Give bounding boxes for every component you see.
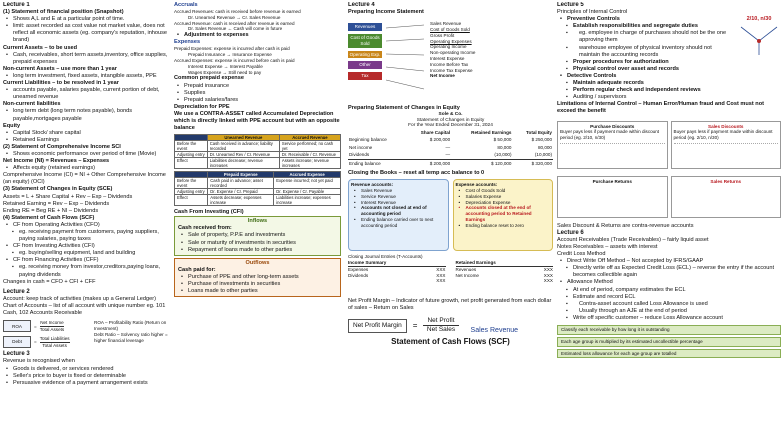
- text-line: Equity: [3, 122, 21, 129]
- list-item: • Cost of Goods Sold: [456, 188, 551, 194]
- list-item: • Sale or maturity of investments in securities: [178, 240, 337, 247]
- text-line: Notes Receivables – assets with interest: [557, 243, 658, 250]
- table-header: Accrued Revenue: [279, 135, 340, 141]
- table-cell: Service performed; no cash yet: [279, 141, 340, 152]
- list-item: • Accounts closed at the end of accounting period to Retained Earnings: [456, 205, 551, 222]
- lecture-5-title: Lecture 5: [557, 2, 584, 8]
- inflows-title: Inflows: [247, 218, 268, 225]
- text-line: • Persuasive evidence of a payment arrangement exists: [3, 380, 170, 387]
- table-row: [348, 136, 553, 143]
- box-text: Buyer pays less if payment made within discount period (eg. 2/10, n/30): [673, 129, 773, 141]
- column-1: [3, 2, 170, 439]
- scf-title: Statement of Cash Flows (SCF): [391, 337, 510, 347]
- debt-label: Debt Ratio – Solvency ratio higher = higher financial leverage: [94, 331, 168, 343]
- table-cell: Assets decrease; expenses increase: [208, 195, 274, 206]
- text-line: Wages Expense → Still need to pay: [188, 69, 262, 75]
- lecture-6-title: Lecture 6: [557, 229, 584, 236]
- column-2: [174, 2, 341, 439]
- ledger-value: XXX: [543, 266, 553, 272]
- t-account-head: Income Summary: [348, 260, 446, 267]
- text-line: • Affects equity (retained earnings): [3, 165, 170, 172]
- internal-control-list: [557, 16, 733, 101]
- text-line: Revenue is recognised when: [3, 358, 75, 365]
- text-line: Non-current Assets – use more than 1 year: [3, 65, 117, 72]
- list-item: • Service Revenue: [351, 194, 446, 200]
- text-line: • CF from Financing Activities (CFF): [3, 257, 170, 264]
- text-line: ▪ Directly write off as Expected Credit Loss (ECL) – reverse the entry if the account becomes collectible again: [557, 265, 781, 279]
- flow-box: Revenues: [348, 23, 382, 31]
- column-3: [348, 2, 553, 439]
- aging-steps: [557, 325, 781, 358]
- list-item: • Detective Controls: [557, 73, 733, 80]
- text-line: ▪ Usually through an AJE at the end of period: [557, 308, 781, 315]
- adjust-title: • Adjustment to expenses: [174, 32, 341, 39]
- text-line: • CF from Investing Activities (CFI): [3, 243, 170, 250]
- table-row: [175, 158, 341, 169]
- text-line: • Seller's price to buyer is fixed or determinable: [3, 373, 170, 380]
- flow-item: Gross Profit: [430, 32, 455, 38]
- text-line: • accounts payable, salaries payable, current portion of debt, unearned revenue: [3, 87, 170, 101]
- closing-head: Revenue accounts:: [351, 182, 394, 188]
- ratio-formulas: ROA = Net Income Total Assets Debt = Total Liabilities Total Assets: [3, 320, 91, 348]
- text-line: Interest Expense → Interest Payable: [188, 63, 263, 69]
- table-cell: Before the event: [175, 178, 208, 189]
- ratio-notes: [94, 320, 170, 348]
- text-line: Changes in cash = CFO + CFI + CFF: [3, 278, 96, 285]
- diagram-label: 2/10, n/30: [746, 16, 772, 23]
- text-line: ▪ Write off specific customer – reduce Loss Allowance account: [557, 315, 781, 322]
- list-item: • Depreciation Expense: [456, 200, 551, 206]
- closing-title: Closing the Books – reset all temp acc balance to 0: [348, 170, 485, 177]
- discount-diagram: [737, 16, 781, 101]
- sce-heading: (3) Statement of Changes in Equity (SCE): [3, 186, 113, 193]
- ledger-label: Dividends: [348, 272, 369, 278]
- text-line: Assets = L + Share Capital + Rev – Exp – Dividends: [3, 193, 133, 200]
- sales-discounts-box: [671, 121, 782, 169]
- debt-numerator: Total Liabilities: [39, 335, 70, 341]
- text-line: • Prepaid insurance: [174, 83, 341, 90]
- ledger-value: XXX: [436, 278, 446, 284]
- text-line: • Goods is delivered, or services rendered: [3, 366, 170, 373]
- box-title: Purchase Discounts: [590, 123, 635, 129]
- text-line: Chart of Accounts – list of all account with unique number eg. 101 Cash, 102 Accounts Receivable: [3, 302, 166, 317]
- flow-item: Operating Income: [430, 44, 467, 50]
- table-row: [175, 189, 341, 195]
- flow-items: [430, 19, 553, 101]
- list-item: • Preventive Controls: [557, 16, 733, 23]
- flow-item: Interest Expense: [430, 55, 465, 61]
- text-line: Accrued Revenues: cash is received before revenue is earned: [174, 9, 301, 15]
- list-item: • Loans made to other parties: [178, 288, 337, 295]
- closing-right-box: [453, 179, 554, 251]
- list-item: • Interest Revenue: [351, 200, 446, 206]
- sce-company: Sole & Co.: [438, 112, 463, 118]
- table-cell: Cash received in advance; liability recorded: [207, 141, 279, 152]
- list-item: • Accounts not closed at end of accounting period: [351, 205, 446, 217]
- revenue-table: [174, 134, 341, 169]
- flow-box: Operating Exp.: [349, 51, 381, 57]
- lecture-1-title: Lecture 1: [3, 2, 30, 8]
- table-row: [175, 141, 341, 152]
- flow-box: Tax: [348, 72, 382, 80]
- aging-step: Estimated loss allowance for each age group are totalled: [557, 349, 781, 359]
- text-line: Ending RE = Beg RE + NI – Dividends: [3, 207, 99, 214]
- list-item: ▪ Establish responsibilities and segregate duties: [557, 23, 733, 30]
- npm-numerator: Net Profit: [423, 317, 458, 326]
- sce-title: Preparing Statement of Changes in Equity: [348, 105, 460, 112]
- lecture-4-title: Lecture 4: [348, 2, 375, 8]
- purchase-returns-box: [557, 176, 668, 218]
- box-title: Sales Returns: [710, 178, 742, 184]
- scf-heading: (4) Statement of Cash Flows (SCF): [3, 214, 95, 221]
- table-header: [348, 129, 406, 136]
- text-line: • CF from Operating Activities (CFO): [3, 222, 170, 229]
- box-title: Purchase Returns: [592, 178, 632, 184]
- table-row: [348, 151, 553, 159]
- text-line: • Cash, receivables, short term assets,inventory, office supplies, prepaid expenses: [3, 52, 170, 66]
- flow-item: Income Tax Expense: [430, 67, 473, 73]
- ledger-value: XXX: [436, 266, 446, 272]
- text-line: ▪ eg. buying/selling equipment, land and building: [3, 250, 170, 257]
- table-cell: 80,000: [537, 144, 552, 150]
- text-line: Accrued Expenses: expense is incurred before cash is paid: [174, 58, 295, 64]
- text-line: Account: keep track of activities (makes up a General Ledger): [3, 295, 156, 302]
- table-header: Accrued Expense: [274, 172, 341, 178]
- text-line: Non-current liabilities: [3, 101, 61, 108]
- table-cell: Liabilities decrease; revenue increases: [207, 158, 279, 169]
- expense-table: [174, 171, 341, 206]
- list-item: ▪ Maintain adequate records: [557, 80, 733, 87]
- inflows-box: [174, 216, 341, 255]
- text-line: Retained Earning = Rev – Exp – Dividends: [3, 200, 110, 207]
- flow-arrows: [386, 19, 426, 101]
- table-row: [348, 144, 553, 151]
- table-cell: Adjusting entry: [175, 152, 208, 158]
- list-item: • Ending balance reset to zero: [456, 223, 551, 229]
- sales-returns-box: [671, 176, 782, 218]
- text-line: • Shows economic performance over period of time (Movie): [3, 151, 170, 158]
- text-line: • Shows A,L and E at a particular point of time.: [3, 16, 170, 23]
- list-item: • Repayment of loans made to other parties: [178, 247, 337, 254]
- text-line: • Supplies: [174, 90, 341, 97]
- sce-period: For the Year Ended December 31, 2024: [408, 123, 493, 129]
- list-item: ▪ warehouse employee of physical inventory should not maintain the accounting records: [557, 45, 733, 59]
- aging-step: Classify each receivable by how long it is outstanding: [557, 325, 781, 335]
- text-line: ▪ Contra-asset account called Loss Allowance is used: [557, 301, 781, 308]
- ledger-value: XXX: [436, 272, 446, 278]
- table-row: [348, 159, 553, 167]
- text-line: Net Income (NI) = Revenues – Expenses: [3, 158, 110, 165]
- table-header: Total Equity: [526, 130, 552, 136]
- box-title: Sales Discounts: [708, 123, 744, 129]
- npm-right-label: Sales Revenue: [470, 327, 519, 335]
- table-cell: Dr. Unearned Rev / Cr. Revenue: [207, 152, 279, 158]
- list-item: ▪ Proper procedures for authorization: [557, 59, 733, 66]
- closing-left-box: [348, 179, 449, 251]
- debt-denominator: Total Assets: [42, 342, 67, 348]
- list-item: • Purchase of PPE and other long-term assets: [178, 274, 337, 281]
- table-cell: 80,000: [497, 144, 512, 150]
- discount-grid: [557, 119, 781, 220]
- list-item: • Sales Revenue: [351, 188, 446, 194]
- list-item: ▪ Auditing / supervisors: [557, 94, 733, 101]
- expenses-title: Expenses: [174, 39, 201, 46]
- table-cell: Effect: [175, 158, 208, 169]
- sce-header: [348, 112, 553, 129]
- t-account-right: [456, 260, 554, 284]
- flow-box: Cost of Goods Sold: [348, 34, 382, 48]
- flow-left: [348, 19, 382, 101]
- ratio-block: [3, 320, 170, 348]
- table-cell: Beginning balance: [349, 137, 387, 143]
- table-cell: —: [445, 152, 451, 158]
- list-item: • Sale of property, P.P.E and investments: [178, 232, 337, 239]
- text-line: • Capital Stock/ share capital: [3, 130, 170, 137]
- table-cell: Dr. Expense / Cr. Prepaid: [208, 189, 274, 195]
- ledger-title: Closing Journal Entries (T-Accounts): [348, 254, 423, 260]
- roa-box: ROA: [3, 320, 31, 332]
- sce-subtitle: Statement of Changes in Equity: [416, 117, 485, 123]
- table-cell: Assets increase; revenue increases: [279, 158, 340, 169]
- flow-item: Net Income: [430, 73, 455, 79]
- text-line: Current Liabilities – to be resolved in 1 year: [3, 80, 119, 87]
- table-cell: $ 120,000: [491, 160, 512, 166]
- text-line: • Allowance Method: [557, 279, 781, 286]
- table-cell: $ 200,000: [429, 137, 451, 143]
- text-line: Dr. Sales Revenue ← Cash will come in future: [188, 26, 283, 32]
- list-item: ▪ eg. employee in charge of purchases should not be the one approving them: [557, 30, 733, 44]
- income-statement-title: Preparing Income Statement: [348, 9, 424, 16]
- list-item: ▪ Physical control over asset and records: [557, 66, 733, 73]
- debt-ratio-box: Debt: [3, 336, 31, 348]
- internal-control-title: Principles of Internal Control: [557, 9, 628, 16]
- cfi-title: Cash From Investing (CFI): [174, 209, 244, 216]
- table-header: Prepaid Expense: [208, 172, 274, 178]
- list-item: • Ending balance carried over to next accounting period: [351, 217, 446, 229]
- table-header: Share Capital: [420, 130, 451, 136]
- flow-box: Other: [348, 61, 382, 69]
- purchase-discounts-box: [557, 121, 668, 169]
- table-cell: $ 200,000: [429, 160, 451, 166]
- npm-box: Net Profit Margin: [348, 319, 407, 333]
- ledger-value: XXX: [543, 278, 553, 284]
- text-line: • limit: asset recorded as cost value not market value, does not reflect all economic assets (eg. company's reputation, inhouse brand): [3, 23, 170, 44]
- aging-step: Each age group is multiplied by its estimated uncollectible percentage: [557, 337, 781, 347]
- flow-item: Cost of Goods Sold: [430, 26, 470, 32]
- text-line: Current Assets – to be used: [3, 44, 78, 51]
- npm-denominator: Net Sales: [426, 326, 456, 334]
- table-cell: —: [445, 144, 451, 150]
- table-header: Unearned Revenue: [207, 135, 279, 141]
- lecture-2-title: Lecture 2: [3, 288, 30, 295]
- table-cell: Dividends: [349, 152, 370, 158]
- lecture-3-title: Lecture 3: [3, 351, 30, 358]
- sce-table: [348, 129, 553, 167]
- outflows-title: Outflows: [245, 259, 270, 266]
- flow-item: Non-operating Income: [430, 50, 476, 56]
- flow-item: Sales Revenue: [430, 21, 462, 27]
- common-title: Common prepaid expense: [174, 75, 244, 82]
- text-line: ▪ eg. receiving money from investor,creditors,paying loans, paying dividends: [3, 264, 170, 278]
- t-account-head: Retained Earnings: [456, 260, 554, 267]
- closing-head: Expense accounts:: [455, 182, 498, 188]
- sci-heading: (2) Statement of Comprehensive Income SCI: [3, 143, 121, 150]
- box-text: Buyer pays less if payment made within discount period (eg. 2/10, n/30): [560, 129, 660, 141]
- accruals-title: Accruals: [174, 2, 198, 8]
- table-cell: Cash paid in advance; asset recorded: [208, 178, 274, 189]
- inflows-head: Cash received from:: [178, 225, 232, 232]
- table-row: [175, 178, 341, 189]
- text-line: Account Receivables (Trade Receivables) – fairly liquid asset: [557, 236, 709, 243]
- text-line: Prepaid Expenses: expense is incurred after cash is paid: [174, 46, 290, 52]
- table-cell: $ 50,000: [493, 137, 512, 143]
- table-cell: Effect: [175, 195, 208, 206]
- text-line: • Retained Earnings: [3, 137, 170, 144]
- ledger-label: Revenues: [455, 266, 477, 272]
- text-line: • Direct Write Off Method – Not accepted by IFRS/GAAP: [557, 258, 781, 265]
- table-cell: Dr. Receivable / Cr. Revenue: [279, 152, 340, 158]
- table-cell: $ 320,000: [531, 160, 552, 166]
- table-cell: Expense incurred; not yet paid: [274, 178, 341, 189]
- flow-item: Income Before Tax: [430, 61, 469, 67]
- t-accounts: [348, 260, 553, 284]
- outflows-head: Cash paid for:: [178, 266, 216, 273]
- npm-text: Net Profit Margin – Indicator of future growth, net profit generated from each dollar of sales – Return on Sales: [348, 298, 552, 312]
- text-line: Prepaid Insurance → Insurance Expense: [188, 52, 272, 58]
- roa-label: ROA – Profitability Ratio (Return on Investment): [94, 320, 167, 331]
- ledger-label: Expenses: [348, 266, 369, 272]
- text-line: ▪ At end of period, company estimates the ECL: [557, 287, 781, 294]
- t-account-left: [348, 260, 446, 284]
- list-item: • Salaries Expense: [456, 194, 551, 200]
- flow-item: Operating Expenses: [430, 38, 472, 44]
- limitations-text: Limitations of Internal Control – Human Error/Human fraud and Cost must not exceed the benefit: [557, 101, 764, 115]
- closing-boxes: [348, 179, 553, 251]
- text-line: • long term debt (long term notes payable), bonds payable,mortgages payable: [3, 108, 170, 122]
- table-cell: Dr. Expense / Cr. Payable: [274, 189, 341, 195]
- internal-control-block: [557, 16, 781, 101]
- table-cell: Net income: [349, 144, 373, 150]
- column-4: [557, 2, 781, 439]
- income-flow-diagram: [348, 19, 553, 101]
- table-cell: Ending balance: [349, 160, 381, 166]
- table-row: [175, 152, 341, 158]
- flow-arrows-svg: [386, 19, 426, 101]
- text-line: • long term investment, fixed assets, intangible assets, PPE: [3, 73, 170, 80]
- table-cell: (10,000): [534, 152, 552, 158]
- table-cell: Before the event: [175, 141, 208, 152]
- table-row: [175, 195, 341, 206]
- sofp-heading: (1) Statement of financial position (Snapshot): [3, 9, 124, 16]
- text-line: • Prepaid salaries/fares: [174, 97, 341, 104]
- roa-numerator: Net Income: [40, 320, 64, 326]
- ledger-label: Net Income: [455, 272, 479, 278]
- table-cell: $ 250,000: [531, 137, 552, 143]
- outflows-box: [174, 258, 341, 297]
- text-line: Credit Loss Method: [557, 251, 606, 258]
- text-line: ▪ eg. receiving payment from customers, paying suppliers, paying salaries, paying taxes: [3, 229, 170, 243]
- ledger-value: XXX: [543, 272, 553, 278]
- depreciation-title: Depreciation for PPE: [174, 103, 230, 110]
- table-cell: (10,000): [494, 152, 512, 158]
- text-line: ▪ Estimate and record ECL: [557, 294, 781, 301]
- roa-denominator: Total Assets: [39, 326, 65, 332]
- table-cell: Adjusting entry: [175, 189, 208, 195]
- text-line: Accrued Revenue: cash is received after revenue is earned: [174, 20, 295, 26]
- list-item: ▪ Perform regular check and independent reviews: [557, 87, 733, 94]
- contra-revenue-note: Sales Discount & Returns are contra-revenue accounts: [557, 222, 694, 229]
- npm-formula: Net Profit Margin = Net Profit Net Sales Sales Revenue: [348, 317, 553, 334]
- table-header: Retained Earnings: [471, 130, 512, 136]
- table-cell: Liabilities increase; expenses increase: [274, 195, 341, 206]
- discount-diagram-svg: [737, 23, 781, 57]
- text-line: Dr. Unearned Revenue → Cr. Sales Revenue: [188, 14, 281, 20]
- list-item: • Purchase of investments in securities: [178, 281, 337, 288]
- depreciation-text: We use a CONTRA-ASSET called Accumulated Depreciation which is directly linked with PPE account but with an opposite balance: [174, 110, 340, 132]
- text-line: Comprehensive Income (CI) = NI + Other Comprehensive Income (an equity) (OCI): [3, 172, 166, 186]
